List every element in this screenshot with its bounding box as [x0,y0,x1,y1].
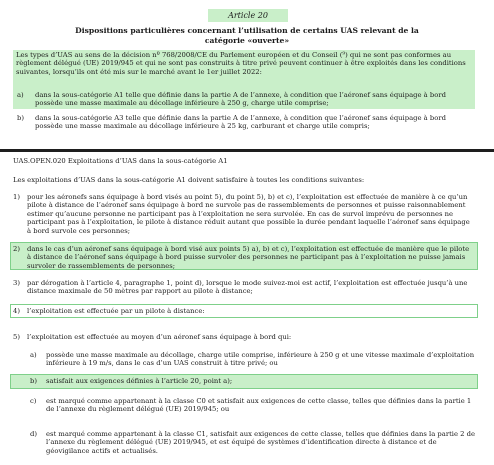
uas-intro: Les exploitations d’UAS dans la sous-catégorie A1 doivent satisfaire à toutes les conditions suivantes: [13,176,365,184]
sub-number: a) [30,351,37,359]
point-number: 2) [13,245,20,253]
point-number: 3) [13,279,20,287]
article-label: Article 20 [208,9,288,22]
uas-point-2 [10,242,478,270]
point-text: pour les aéronefs sans équipage à bord visés au point 5), du point 5), b) et c), l’exploitation est effectuée de manière à ce qu’un pilote à distance de l’aéronef sans équipage à bord ne survole pas de rassemblements de personnes et puisse raisonnablement estimer qu’aucune personne ne participant pas à l’exploitation ne sera survolée. En cas de survol imprévu de personnes ne participant pas à l’exploitation, le pilote à distance réduit autant que possible la durée pendant laquelle l’aéronef sans équipage à bord survole ces personnes; [27,193,470,235]
article-item-b [13,113,475,132]
sub-text: possède une masse maximale au décollage, charge utile comprise, inférieure à 250 g et une vitesse maximale d’exploitation inférieure à 19 m/s, dans le cas d’un UAS construit à titre privé; ou [46,351,475,368]
uas-sub-c [13,397,475,425]
point-number: 1) [13,193,20,201]
item-number: a) [17,91,24,99]
uas-heading: UAS.OPEN.020 Exploitations d’UAS dans la sous-catégorie A1 [13,157,228,165]
sub-number: b) [30,377,38,385]
uas-sub-d [13,430,475,464]
item-text: dans la sous-catégorie A1 telle que définie dans la partie A de l’annexe, à condition que l’aéronef sans équipage à bord possède une masse maximale au décollage inférieure à 250 g, charge utile comprise; [35,91,446,108]
point-number: 5) [13,333,20,341]
article-intro-text: Les types d’UAS au sens de la décision nº 768/2008/CE du Parlement européen et du Conseil (⁹) qui ne sont pas conformes au règlement délégué (UE) 2019/945 et qui ne sont pas construits à titre privé peuvent continuer à être exploités dans les conditions suivantes, lorsqu’ils ont été mis sur le marché avant le 1er juillet 2022: [16,51,466,76]
sub-number: d) [30,430,38,438]
point-text: par dérogation à l’article 4, paragraphe 1, point d), lorsque le mode suivez-moi est actif, l’exploitation est effectuée jusqu’à une distance maximale de 50 mètres par rapport au pilote à distance; [27,279,468,296]
article-intro [13,50,475,90]
sub-text: satisfait aux exigences définies à l’article 20, point a); [46,377,233,385]
uas-point-5 [13,333,475,343]
sub-text: est marqué comme appartenant à la classe C0 et satisfait aux exigences de cette classe, telles que définies dans la partie 1 de l’annexe du règlement délégué (UE) 2019/945; ou [46,397,472,414]
sub-number: c) [30,397,37,405]
uas-point-1 [13,193,475,239]
section-divider [0,149,494,152]
item-text: dans la sous-catégorie A3 telle que définie dans la partie A de l’annexe, à condition que l’aéronef sans équipage à bord possède une masse maximale au décollage inférieure à 25 kg, carburant et charge utile compris; [35,114,446,131]
point-text: l’exploitation est effectuée par un pilote à distance: [27,307,205,315]
item-number: b) [17,114,25,122]
point-number: 4) [13,307,20,315]
article-title: Dispositions particulières concernant l’utilisation de certains UAS relevant de la catégorie «ouverte» [75,26,419,45]
uas-point-3 [13,279,475,299]
point-text: l’exploitation est effectuée au moyen d’un aéronef sans équipage à bord qui: [27,333,292,341]
article-item-a [13,90,475,109]
uas-sub-a [13,351,475,369]
sub-text: est marqué comme appartenant à la classe C1, satisfait aux exigences de cette classe, telles que définies dans la partie 2 de l’annexe du règlement délégué (UE) 2019/945, et est équipé de systèmes d’identification directe à distance et de géovigilance actifs et actualisés. [46,430,476,455]
uas-sub-b [10,374,478,389]
uas-point-4 [10,304,478,318]
point-text: dans le cas d’un aéronef sans équipage à bord visé aux points 5) a), b) et c), l’exploitation est effectuée de manière que le pilote à distance de l’aéronef sans équipage à bord puisse survoler des personnes ne participant pas à l’exploitation ne puisse jamais survoler de rassemblements de personnes; [27,245,470,270]
